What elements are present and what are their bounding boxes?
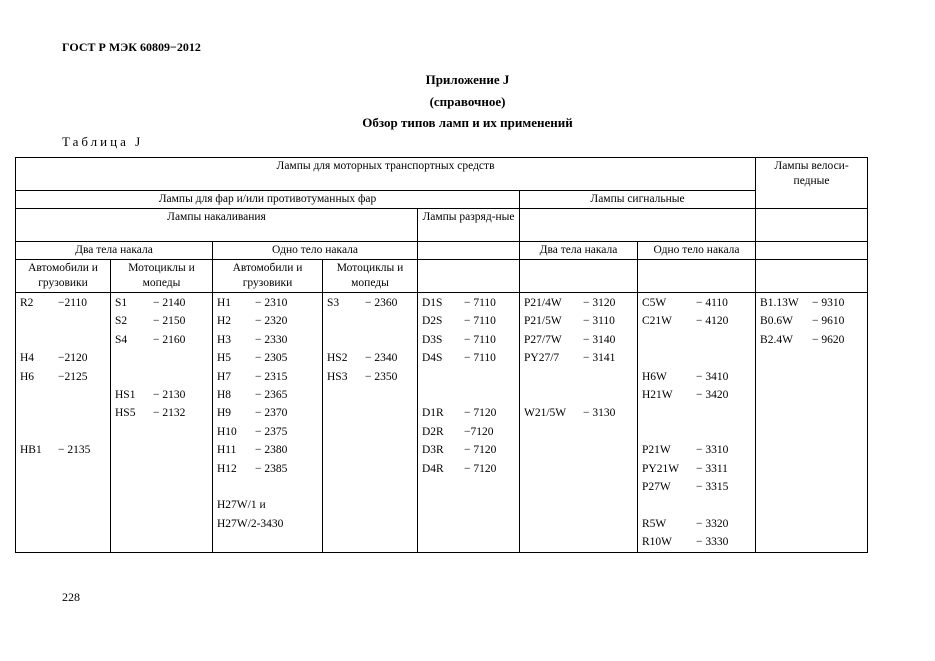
- lamp-code: H6: [20, 370, 35, 383]
- lamp-code: [642, 423, 696, 441]
- lamp-code: H8: [217, 388, 232, 401]
- lamp-number: − 3410: [696, 370, 729, 383]
- lamp-code: H3: [217, 333, 232, 346]
- header-incandescent: Лампы накаливания: [16, 209, 418, 242]
- lamp-code: [642, 496, 696, 514]
- lamp-number: − 2315: [255, 370, 288, 383]
- lamp-code: [20, 386, 58, 404]
- lamp-code: H4: [20, 352, 35, 365]
- lamp-code: [115, 368, 153, 386]
- lamp-entry: [115, 331, 208, 349]
- lamp-entry: [115, 368, 208, 386]
- header-headlamp-lamps: Лампы для фар и/или противотуманных фар: [16, 191, 520, 209]
- lamp-code: [20, 312, 58, 330]
- lamp-entry: [20, 441, 106, 459]
- lamp-entry: [422, 349, 515, 367]
- lamp-number: − 2132: [153, 407, 186, 420]
- header-cars-trucks-2: Автомобили и грузовики: [213, 260, 323, 293]
- column-discharge: [418, 293, 520, 553]
- lamp-number: − 7110: [464, 315, 496, 328]
- column-bicycle: [756, 293, 868, 553]
- standard-header: ГОСТ Р МЭК 60809−2012: [62, 40, 201, 54]
- lamp-entry: [642, 423, 751, 441]
- lamp-entry: [217, 441, 318, 459]
- lamp-types-table: [15, 157, 868, 553]
- lamp-number: −2125: [58, 370, 88, 383]
- header-bike-blank-2: [756, 242, 868, 260]
- lamp-code: B0.6W: [760, 315, 793, 328]
- header-blank-5: [418, 260, 520, 293]
- header-blank-8: [756, 260, 868, 293]
- lamp-code: H9: [217, 407, 232, 420]
- lamp-code: [217, 478, 255, 496]
- lamp-code: [642, 349, 696, 367]
- lamp-number: −7120: [464, 425, 494, 438]
- lamp-entry: [217, 294, 318, 312]
- lamp-number: − 3141: [583, 352, 616, 365]
- column-signal-two-filaments: [520, 293, 638, 553]
- lamp-code: HS1: [115, 388, 136, 401]
- lamp-number: − 3315: [696, 480, 729, 493]
- lamp-number: − 7110: [464, 352, 496, 365]
- header-motor-vehicle-lamps: Лампы для моторных транспортных средств: [16, 158, 756, 191]
- header-discharge: Лампы разряд-ные: [418, 209, 520, 242]
- lamp-entry: [524, 368, 633, 386]
- lamp-number: − 2310: [255, 297, 288, 309]
- lamp-code: HS5: [115, 407, 136, 420]
- lamp-number: −2110: [58, 297, 88, 309]
- lamp-code: [20, 423, 58, 441]
- lamp-entry: [217, 404, 318, 422]
- lamp-entry: [524, 294, 633, 312]
- lamp-code: [524, 368, 583, 386]
- lamp-number: − 3330: [696, 536, 729, 549]
- column-signal-one-filament: [638, 293, 756, 553]
- lamp-number: − 4120: [696, 315, 729, 328]
- lamp-entry: [20, 294, 106, 312]
- lamp-code: [524, 386, 583, 404]
- lamp-number: − 7120: [464, 444, 497, 457]
- column-cars-one-filament: [213, 293, 323, 553]
- lamp-entry: [217, 349, 318, 367]
- lamp-code: [20, 331, 58, 349]
- lamp-code: H21W: [642, 388, 673, 401]
- lamp-entry: [20, 349, 106, 367]
- lamp-number: − 2360: [365, 297, 398, 309]
- lamp-number: − 2305: [255, 352, 288, 365]
- lamp-number: − 2135: [58, 444, 91, 457]
- lamp-code: H27W/2-3430: [217, 517, 284, 530]
- lamp-code: [327, 331, 365, 349]
- lamp-entry: [760, 331, 863, 349]
- lamp-code: D4R: [422, 462, 444, 475]
- lamp-entry: [327, 349, 413, 367]
- lamp-entry: [524, 349, 633, 367]
- lamp-code: H5: [217, 352, 232, 365]
- lamp-entry: [217, 515, 318, 533]
- header-signal-lamps: Лампы сигнальные: [520, 191, 756, 209]
- lamp-entry: [422, 404, 515, 422]
- lamp-number: − 7120: [464, 407, 497, 420]
- header-bicycle-lamps: Лампы велоси-педные: [756, 158, 868, 209]
- lamp-code: PY27/7: [524, 352, 560, 365]
- lamp-number: − 2140: [153, 297, 186, 309]
- lamp-entry: [217, 496, 318, 514]
- lamp-entry: [760, 294, 863, 312]
- lamp-code: S1: [115, 297, 128, 309]
- lamp-code: [642, 404, 696, 422]
- lamp-entry: [422, 312, 515, 330]
- lamp-entry: [217, 331, 318, 349]
- lamp-number: − 2320: [255, 315, 288, 328]
- lamp-code: P21/5W: [524, 315, 562, 328]
- lamp-entry: [642, 331, 751, 349]
- lamp-number: − 3320: [696, 517, 729, 530]
- lamp-number: − 2330: [255, 333, 288, 346]
- lamp-entry: [642, 515, 751, 533]
- lamp-code: [327, 312, 365, 330]
- lamp-number: − 9310: [812, 297, 845, 309]
- lamp-entry: [327, 331, 413, 349]
- lamp-entry: [642, 349, 751, 367]
- lamp-number: − 2370: [255, 407, 288, 420]
- lamp-code: D2R: [422, 425, 444, 438]
- lamp-entry: [217, 423, 318, 441]
- lamp-entry: [115, 404, 208, 422]
- lamp-entry: [115, 294, 208, 312]
- lamp-number: − 3310: [696, 444, 729, 457]
- lamp-code: P21W: [642, 444, 671, 457]
- lamp-entry: [217, 460, 318, 478]
- lamp-code: R5W: [642, 517, 667, 530]
- lamp-code: [422, 368, 464, 386]
- lamp-code: S3: [327, 297, 340, 309]
- table-caption: Таблица J: [62, 134, 144, 149]
- lamp-entry: [642, 368, 751, 386]
- header-blank-6: [520, 260, 638, 293]
- lamp-entry: [642, 386, 751, 404]
- lamp-number: − 2350: [365, 370, 398, 383]
- header-cars-trucks-1: Автомобили и грузовики: [16, 260, 111, 293]
- lamp-entry: [422, 331, 515, 349]
- lamp-code: [115, 349, 153, 367]
- lamp-entry: [524, 331, 633, 349]
- lamp-code: B1.13W: [760, 297, 799, 309]
- lamp-code: HS3: [327, 370, 348, 383]
- lamp-code: PY21W: [642, 462, 680, 475]
- lamp-entry: [20, 404, 106, 422]
- lamp-entry: [20, 368, 106, 386]
- lamp-entry: [115, 312, 208, 330]
- lamp-entry: [524, 312, 633, 330]
- lamp-entry: [642, 441, 751, 459]
- lamp-code: C21W: [642, 315, 673, 328]
- header-one-filament: Одно тело накала: [213, 242, 418, 260]
- lamp-code: D2S: [422, 315, 443, 328]
- lamp-number: − 7120: [464, 462, 497, 475]
- lamp-entry: [422, 423, 515, 441]
- lamp-code: [642, 331, 696, 349]
- lamp-entry: [642, 404, 751, 422]
- header-signal-two-filaments: Два тела накала: [520, 242, 638, 260]
- lamp-code: D1S: [422, 297, 443, 309]
- lamp-number: − 2150: [153, 315, 186, 328]
- lamp-code: D1R: [422, 407, 444, 420]
- appendix-note: (справочное): [429, 94, 506, 109]
- lamp-entry: [642, 312, 751, 330]
- lamp-code: B2.4W: [760, 333, 793, 346]
- lamp-number: − 2375: [255, 425, 288, 438]
- column-cars-two-filaments: [16, 293, 111, 553]
- header-motorcycles-2: Мотоциклы и мопеды: [323, 260, 418, 293]
- lamp-number: − 2365: [255, 388, 288, 401]
- lamp-entry: [20, 312, 106, 330]
- lamp-code: HS2: [327, 352, 348, 365]
- lamp-entry: [217, 478, 318, 496]
- lamp-code: W21/5W: [524, 407, 567, 420]
- lamp-entry: [642, 496, 751, 514]
- lamp-number: − 3140: [583, 333, 616, 346]
- lamp-code: HB1: [20, 444, 42, 457]
- lamp-entry: [20, 386, 106, 404]
- lamp-code: D3S: [422, 333, 443, 346]
- column-moto-two-filaments: [111, 293, 213, 553]
- appendix-label: Приложение J: [425, 72, 510, 87]
- lamp-number: − 2385: [255, 462, 288, 475]
- lamp-code: H6W: [642, 370, 667, 383]
- lamp-code: C5W: [642, 297, 667, 309]
- header-discharge-blank: [418, 242, 520, 260]
- lamp-entry: [642, 294, 751, 312]
- lamp-code: [20, 404, 58, 422]
- lamp-entry: [20, 423, 106, 441]
- lamp-number: − 3311: [696, 462, 728, 475]
- lamp-number: − 3130: [583, 407, 616, 420]
- lamp-code: S2: [115, 315, 128, 328]
- lamp-number: − 2130: [153, 388, 186, 401]
- lamp-entry: [524, 404, 633, 422]
- lamp-code: H27W/1 и: [217, 499, 266, 512]
- lamp-number: − 3420: [696, 388, 729, 401]
- lamp-code: D4S: [422, 352, 443, 365]
- lamp-code: H12: [217, 462, 237, 475]
- lamp-entry: [217, 386, 318, 404]
- lamp-code: [422, 386, 464, 404]
- lamp-number: − 2160: [153, 333, 186, 346]
- lamp-entry: [760, 312, 863, 330]
- lamp-entry: [422, 460, 515, 478]
- appendix-title: Обзор типов ламп и их применений: [362, 115, 573, 130]
- header-motorcycles-1: Мотоциклы и мопеды: [111, 260, 213, 293]
- lamp-entry: [20, 331, 106, 349]
- lamp-code: R2: [20, 297, 34, 309]
- lamp-entry: [217, 312, 318, 330]
- lamp-entry: [327, 368, 413, 386]
- header-signal-one-filament: Одно тело накала: [638, 242, 756, 260]
- lamp-code: H10: [217, 425, 237, 438]
- lamp-number: − 3110: [583, 315, 615, 328]
- header-bike-blank: [756, 209, 868, 242]
- header-signal-blank: [520, 209, 756, 242]
- lamp-number: − 9610: [812, 315, 845, 328]
- lamp-code: D3R: [422, 444, 444, 457]
- header-blank-7: [638, 260, 756, 293]
- lamp-code: S4: [115, 333, 128, 346]
- column-moto-one-filament: [323, 293, 418, 553]
- lamp-number: − 2380: [255, 444, 288, 457]
- lamp-entry: [642, 460, 751, 478]
- lamp-entry: [422, 294, 515, 312]
- lamp-entry: [422, 441, 515, 459]
- lamp-entry: [115, 386, 208, 404]
- lamp-number: − 4110: [696, 297, 728, 309]
- lamp-entry: [642, 533, 751, 551]
- lamp-number: −2120: [58, 352, 88, 365]
- lamp-number: − 3120: [583, 297, 616, 309]
- lamp-code: H7: [217, 370, 232, 383]
- page-number: 228: [62, 590, 80, 604]
- lamp-number: − 2340: [365, 352, 398, 365]
- lamp-entry: [524, 386, 633, 404]
- lamp-number: − 7110: [464, 297, 496, 309]
- lamp-entry: [422, 386, 515, 404]
- lamp-code: R10W: [642, 536, 673, 549]
- lamp-entry: [422, 368, 515, 386]
- lamp-entry: [115, 349, 208, 367]
- lamp-number: − 7110: [464, 333, 496, 346]
- header-two-filaments: Два тела накала: [16, 242, 213, 260]
- lamp-code: H11: [217, 444, 237, 457]
- lamp-code: P27/7W: [524, 333, 562, 346]
- lamp-number: − 9620: [812, 333, 845, 346]
- lamp-entry: [642, 478, 751, 496]
- lamp-code: H1: [217, 297, 232, 309]
- lamp-code: P27W: [642, 480, 671, 493]
- lamp-code: P21/4W: [524, 297, 562, 309]
- lamp-entry: [217, 368, 318, 386]
- lamp-entry: [327, 312, 413, 330]
- lamp-entry: [327, 294, 413, 312]
- lamp-code: H2: [217, 315, 232, 328]
